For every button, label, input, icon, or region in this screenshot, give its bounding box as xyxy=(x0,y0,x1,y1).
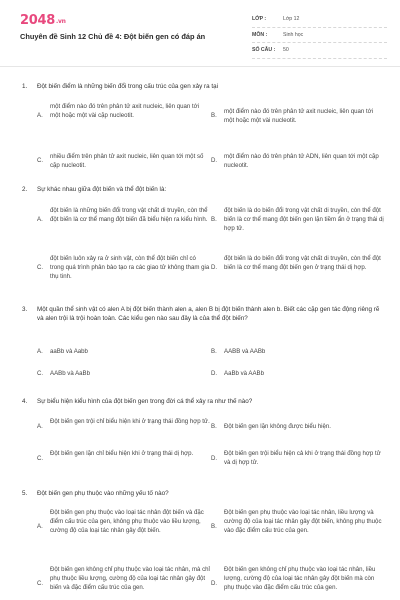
header-divider xyxy=(0,66,400,67)
info-value: Lớp 12 xyxy=(283,16,300,22)
option-letter: D. xyxy=(211,157,218,164)
info-label: MÔN : xyxy=(252,31,268,38)
question-text: Sự biểu hiện kiểu hình của đột biến gen trong đời cá thể xảy ra như thế nào? xyxy=(37,398,253,405)
option-text: nhiều điểm trên phân tử axit nucleic, liên quan tới một số cặp nucleotit. xyxy=(50,153,204,170)
option-text: Đột biến gen không chỉ phụ thuộc vào loại tác nhân, liều lượng, cường độ của loại tác nhân gây đột biến mà còn phụ thuộc vào đặc điểm cấu trúc của gen. xyxy=(224,566,376,592)
logo-suffix: .vn xyxy=(55,18,66,25)
option-text: AABb và AaBb xyxy=(50,370,90,377)
option-letter: B. xyxy=(211,348,217,355)
option-letter: C. xyxy=(37,264,44,271)
site-logo[interactable] xyxy=(20,13,66,28)
logo-main: 2048 xyxy=(20,13,55,28)
question-text: Một quần thể sinh vật có alen A bị đột biến thành alen a, alen B bị đột biến thành alen b. Biết các cặp gen tác động riêng rẽ và alen trội là trội hoàn toàn. Các kiểu gen nào sau đây là của thể đột biến? xyxy=(37,306,380,322)
option-letter: D. xyxy=(211,264,218,271)
question-stem xyxy=(22,185,382,194)
question-text: Sự khác nhau giữa đột biến và thể đột biến là: xyxy=(37,186,167,193)
option-text: AABB và AABb xyxy=(224,348,266,355)
option-text: đột biến là do biến đổi trong vật chất di truyền, còn thể đột biến là cơ thể mang đột biến gen lặn tiềm ẩn ở trạng thái dị hợp tử. xyxy=(224,207,384,233)
info-value: Sinh học xyxy=(283,31,304,38)
question-stem xyxy=(22,489,382,498)
option-text: aaBb và Aabb xyxy=(50,348,88,355)
info-label: LỚP : xyxy=(252,16,267,22)
option-text: AaBb và AABb xyxy=(224,370,264,377)
option-text: Đột biến gen lặn chỉ biểu hiện khi ở trạng thái dị hợp. xyxy=(50,450,194,457)
info-row-subject xyxy=(252,30,387,44)
question-number: 2. xyxy=(22,186,28,193)
document-title: Chuyên đề Sinh 12 Chủ đề 4: Đột biến gen có đáp án xyxy=(20,32,206,41)
option-text: Đột biến gen lặn không được biểu hiện. xyxy=(224,423,332,430)
option-text: Đột biến gen trội chỉ biểu hiện khi ở trạng thái đồng hợp tử. xyxy=(50,418,210,425)
question-text: Đột biến điểm là những biến đổi trong cấu trúc của gen xảy ra tại xyxy=(37,83,218,90)
option-text: Đột biến gen phụ thuộc vào loại tác nhân, liều lượng và cường độ của loại tác nhân gây đột biến, không phụ thuộc vào đặc điểm cấu trúc của gen. xyxy=(224,509,382,535)
question-3 xyxy=(22,305,382,377)
option-letter: A. xyxy=(37,523,43,530)
option-letter: C. xyxy=(37,455,44,462)
option-text: đột biến luôn xảy ra ở sinh vật, còn thể đột biến chỉ có trong quá trình phân bào tạo ra các giao tử không tham gia thụ tinh. xyxy=(50,255,210,281)
option-text: đột biến là những biến đổi trong vật chất di truyền, còn thể đột biến là cơ thể mang đột biến đã biểu hiện ra kiểu hình. xyxy=(50,207,208,224)
info-row-count xyxy=(252,45,387,59)
question-stem xyxy=(22,397,382,406)
option-text: Đột biến gen không chỉ phụ thuộc vào loại tác nhân, mà chỉ phụ thuộc liều lượng, cường độ của loại tác nhân gây đột biến và đặc điểm cấu trúc của gen. xyxy=(50,566,210,592)
option-letter: B. xyxy=(211,112,217,119)
question-text: Đột biến gen phụ thuộc vào những yếu tố nào? xyxy=(37,490,169,497)
question-1 xyxy=(22,82,382,170)
option-letter: C. xyxy=(37,157,44,164)
question-number: 3. xyxy=(22,306,28,313)
option-letter: A. xyxy=(37,423,43,430)
option-letter: D. xyxy=(211,455,218,462)
option-text: Đột biến gen phụ thuộc vào loại tác nhân đột biến và đặc điểm cấu trúc của gen, không phụ thuộc vào liều lượng, cường độ của loại tác nhân gây đột biến. xyxy=(50,509,204,535)
option-text: một điểm nào đó trên phân tử ADN, liên quan tới một cặp nucleotit. xyxy=(224,153,379,170)
question-number: 1. xyxy=(22,83,28,90)
option-letter: A. xyxy=(37,216,43,223)
option-letter: C. xyxy=(37,580,44,587)
question-5 xyxy=(22,489,382,592)
page-header xyxy=(0,0,400,66)
info-box xyxy=(252,14,387,61)
question-4 xyxy=(22,397,382,467)
question-stem xyxy=(22,305,382,323)
option-letter: C. xyxy=(37,370,44,377)
question-number: 4. xyxy=(22,398,28,405)
option-text: Đột biến gen trội biểu hiện cả khi ở trạng thái đồng hợp tử và dị hợp tử. xyxy=(224,450,381,467)
option-letter: D. xyxy=(211,370,218,377)
info-label: SỐ CÂU : xyxy=(252,47,276,53)
question-stem xyxy=(22,82,382,91)
option-letter: A. xyxy=(37,348,43,355)
option-text: đột biến là do biến đổi trong vật chất di truyền, còn thể đột biến là cơ thể mang đột biến gen ở trạng thái dị hợp. xyxy=(224,255,381,272)
option-letter: A. xyxy=(37,112,43,119)
option-text: một điểm nào đó trên phân tử axit nucleic, liên quan tới một hoặc một vài cặp nucleotit. xyxy=(50,103,199,120)
info-value: 50 xyxy=(283,47,289,53)
question-2 xyxy=(22,185,384,281)
option-letter: B. xyxy=(211,523,217,530)
question-number: 5. xyxy=(22,490,28,497)
option-letter: B. xyxy=(211,216,217,223)
option-letter: D. xyxy=(211,580,218,587)
info-row-class xyxy=(252,14,387,28)
option-text: một điểm nào đó trên phân tử axit nucleic, liên quan tới một hoặc một vài nucleotit. xyxy=(224,108,373,125)
option-letter: B. xyxy=(211,423,217,430)
